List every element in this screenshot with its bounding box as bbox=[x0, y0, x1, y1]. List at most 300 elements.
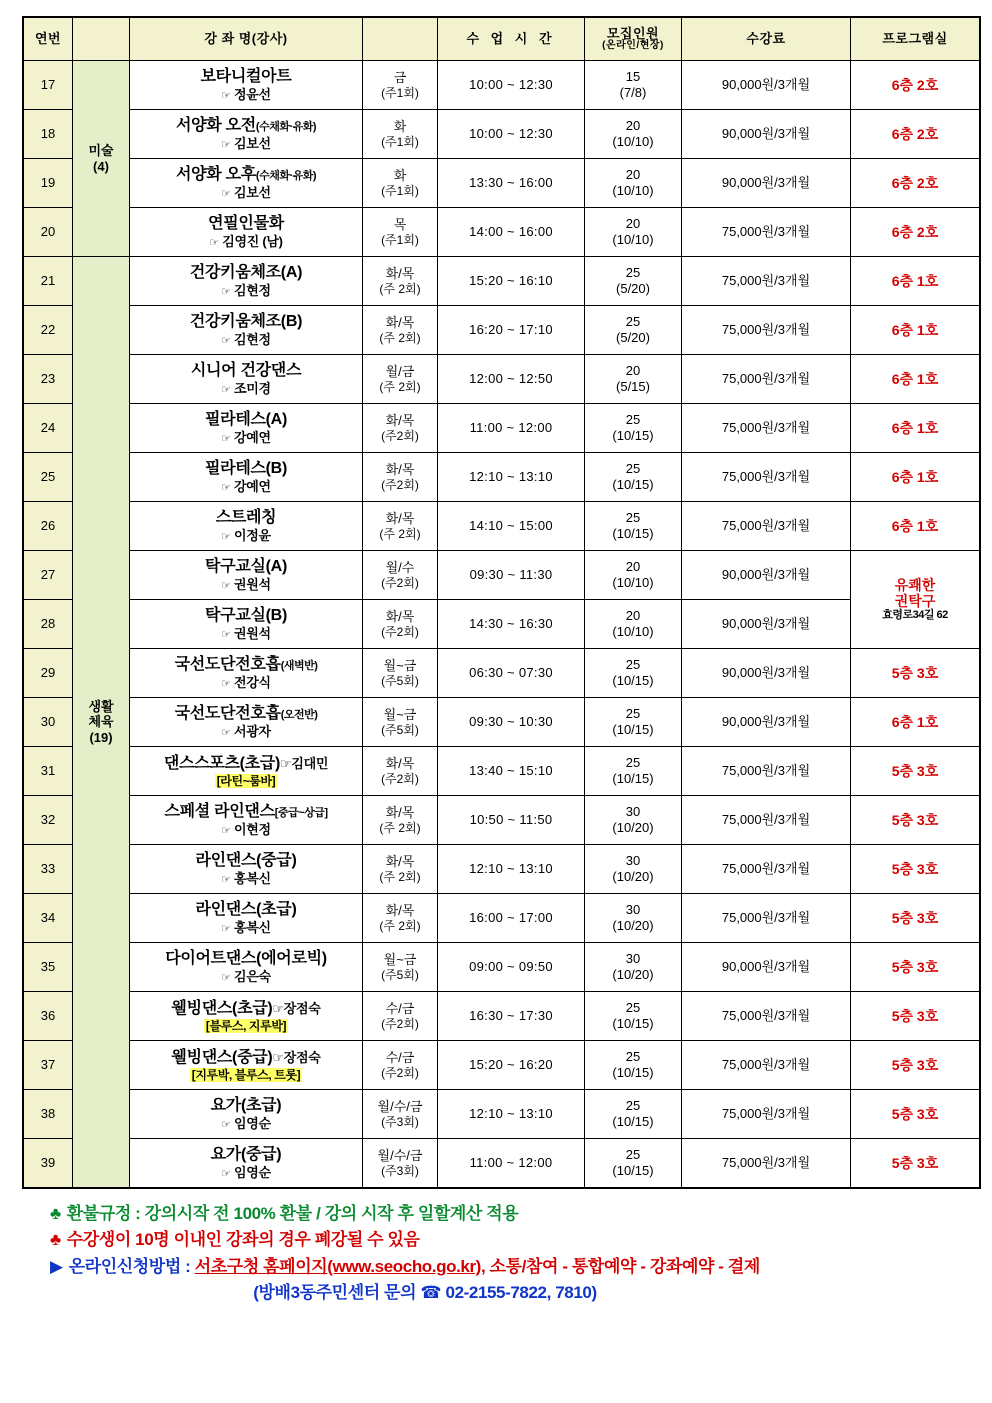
cell-fee: 75,000원/3개월 bbox=[682, 404, 851, 453]
cell-fee: 90,000원/3개월 bbox=[682, 698, 851, 747]
cell-course-name bbox=[130, 992, 363, 1041]
cell-no: 37 bbox=[23, 1041, 73, 1090]
cell-capacity bbox=[585, 404, 682, 453]
cell-room bbox=[851, 502, 981, 551]
cell-room bbox=[851, 61, 981, 110]
days-frequency: (주3회) bbox=[381, 1163, 419, 1178]
course-teacher: ☞ 홍복신 bbox=[221, 920, 271, 935]
cell-room bbox=[851, 796, 981, 845]
cell-course-name bbox=[130, 649, 363, 698]
note-contact bbox=[50, 1280, 970, 1306]
cell-time: 14:30 ~ 16:30 bbox=[438, 600, 585, 649]
cell-fee: 75,000원/3개월 bbox=[682, 894, 851, 943]
table-row bbox=[23, 404, 980, 453]
cell-room bbox=[851, 110, 981, 159]
cell-fee: 75,000원/3개월 bbox=[682, 796, 851, 845]
capacity-breakdown: (10/10) bbox=[612, 183, 654, 198]
cell-days bbox=[363, 1090, 438, 1139]
room-line: 권탁구 bbox=[894, 592, 936, 609]
cell-capacity bbox=[585, 110, 682, 159]
course-tag: [블루스, 지루박] bbox=[205, 1018, 287, 1033]
cell-room bbox=[851, 306, 981, 355]
course-teacher: ☞ 김현정 bbox=[221, 332, 271, 347]
cell-no: 26 bbox=[23, 502, 73, 551]
capacity-breakdown: (5/20) bbox=[616, 281, 650, 296]
notes-section bbox=[22, 1201, 970, 1306]
cell-room bbox=[851, 992, 981, 1041]
days-frequency: (주3회) bbox=[381, 1114, 419, 1129]
cell-capacity bbox=[585, 61, 682, 110]
cell-time: 15:20 ~ 16:20 bbox=[438, 1041, 585, 1090]
table-row bbox=[23, 355, 980, 404]
cell-capacity bbox=[585, 208, 682, 257]
cell-no: 22 bbox=[23, 306, 73, 355]
cell-no: 36 bbox=[23, 992, 73, 1041]
days-frequency: (주2회) bbox=[381, 477, 419, 492]
col-header-capacity bbox=[585, 17, 682, 61]
table-row bbox=[23, 649, 980, 698]
capacity-total: 20 bbox=[625, 118, 641, 134]
cell-no: 35 bbox=[23, 943, 73, 992]
capacity-total: 15 bbox=[625, 69, 641, 85]
col-header-fee: 수강료 bbox=[682, 17, 851, 61]
course-title: 웰빙댄스(중급)☞장점숙 bbox=[171, 1048, 321, 1066]
course-title: 건강키움체조(A) bbox=[189, 263, 303, 281]
days-value: 수/금 bbox=[385, 1001, 415, 1016]
cell-time: 14:10 ~ 15:00 bbox=[438, 502, 585, 551]
cell-fee: 90,000원/3개월 bbox=[682, 159, 851, 208]
days-value: 화/목 bbox=[385, 511, 415, 526]
cell-fee: 75,000원/3개월 bbox=[682, 257, 851, 306]
cell-capacity bbox=[585, 796, 682, 845]
days-frequency: (주 2회) bbox=[379, 820, 421, 835]
table-row bbox=[23, 1090, 980, 1139]
course-teacher: ☞ 김현정 bbox=[221, 283, 271, 298]
table-row bbox=[23, 600, 980, 649]
course-title: 스트레칭 bbox=[215, 508, 277, 526]
cell-time: 09:30 ~ 11:30 bbox=[438, 551, 585, 600]
capacity-breakdown: (10/10) bbox=[612, 134, 654, 149]
room-line: 5층 3호 bbox=[891, 664, 939, 681]
cell-days bbox=[363, 355, 438, 404]
cell-days bbox=[363, 649, 438, 698]
cell-course-name bbox=[130, 208, 363, 257]
col-header-course: 강 좌 명(강사) bbox=[130, 17, 363, 61]
days-frequency: (주 2회) bbox=[379, 379, 421, 394]
days-value: 목 bbox=[393, 217, 407, 232]
cell-time: 16:00 ~ 17:00 bbox=[438, 894, 585, 943]
days-frequency: (주2회) bbox=[381, 771, 419, 786]
cell-capacity bbox=[585, 453, 682, 502]
cell-no: 17 bbox=[23, 61, 73, 110]
course-tag: [라틴~룸바] bbox=[216, 773, 276, 788]
course-teacher: ☞ 임영순 bbox=[221, 1165, 271, 1180]
cell-room bbox=[851, 159, 981, 208]
triangle-right-icon: ▶ bbox=[50, 1256, 63, 1276]
course-title: 요가(중급) bbox=[210, 1145, 282, 1163]
cell-capacity bbox=[585, 159, 682, 208]
clover-icon-2: ♣ bbox=[50, 1230, 61, 1250]
days-frequency: (주2회) bbox=[381, 624, 419, 639]
room-line: 6층 2호 bbox=[891, 76, 939, 93]
days-value: 화/목 bbox=[385, 462, 415, 477]
course-teacher: ☞ 김보선 bbox=[221, 136, 271, 151]
course-teacher: ☞ 권원석 bbox=[221, 577, 271, 592]
table-row bbox=[23, 698, 980, 747]
cell-no: 18 bbox=[23, 110, 73, 159]
course-title: 시니어 건강댄스 bbox=[190, 361, 302, 379]
cell-course-name bbox=[130, 61, 363, 110]
cell-time: 12:10 ~ 13:10 bbox=[438, 1090, 585, 1139]
cell-time: 10:50 ~ 11:50 bbox=[438, 796, 585, 845]
cell-capacity bbox=[585, 698, 682, 747]
capacity-total: 30 bbox=[625, 804, 641, 820]
capacity-breakdown: (10/20) bbox=[612, 820, 654, 835]
course-teacher: ☞ 강예연 bbox=[221, 479, 271, 494]
cell-capacity bbox=[585, 943, 682, 992]
cell-time: 12:10 ~ 13:10 bbox=[438, 845, 585, 894]
cell-room bbox=[851, 698, 981, 747]
days-value: 화/목 bbox=[385, 609, 415, 624]
cell-time: 09:00 ~ 09:50 bbox=[438, 943, 585, 992]
table-row bbox=[23, 943, 980, 992]
cell-fee: 75,000원/3개월 bbox=[682, 502, 851, 551]
cell-days bbox=[363, 943, 438, 992]
capacity-breakdown: (10/15) bbox=[612, 1016, 654, 1031]
days-value: 월/수 bbox=[385, 560, 415, 575]
cell-capacity bbox=[585, 1139, 682, 1189]
capacity-total: 25 bbox=[625, 1000, 641, 1016]
days-value: 월~금 bbox=[383, 658, 417, 673]
days-frequency: (주2회) bbox=[381, 1016, 419, 1031]
cell-fee: 90,000원/3개월 bbox=[682, 61, 851, 110]
cell-course-name bbox=[130, 1090, 363, 1139]
course-tag: [지루박, 블루스, 트롯] bbox=[191, 1067, 301, 1082]
cell-fee: 90,000원/3개월 bbox=[682, 600, 851, 649]
col-header-no: 연번 bbox=[23, 17, 73, 61]
col-header-capacity-main: 모집인원 bbox=[606, 26, 660, 42]
cell-time: 14:00 ~ 16:00 bbox=[438, 208, 585, 257]
course-teacher: ☞ 정윤선 bbox=[221, 87, 271, 102]
days-frequency: (주5회) bbox=[381, 722, 419, 737]
table-row bbox=[23, 306, 980, 355]
cell-capacity bbox=[585, 355, 682, 404]
table-row bbox=[23, 257, 980, 306]
cell-fee: 75,000원/3개월 bbox=[682, 1139, 851, 1189]
days-value: 월/수/금 bbox=[377, 1099, 423, 1114]
cell-time: 16:30 ~ 17:30 bbox=[438, 992, 585, 1041]
capacity-breakdown: (10/20) bbox=[612, 967, 654, 982]
course-schedule-table bbox=[22, 16, 981, 1189]
room-line: 유쾌한 bbox=[894, 576, 936, 593]
capacity-total: 25 bbox=[625, 1098, 641, 1114]
course-title: 탁구교실(B) bbox=[205, 606, 287, 624]
capacity-breakdown: (10/20) bbox=[612, 918, 654, 933]
course-title: 서양화 오후(수채화·유화) bbox=[175, 165, 317, 183]
days-frequency: (주 2회) bbox=[379, 330, 421, 345]
clover-icon-1: ♣ bbox=[50, 1204, 61, 1223]
days-frequency: (주1회) bbox=[381, 232, 419, 247]
room-line: 6층 1호 bbox=[891, 517, 939, 534]
cell-room bbox=[851, 1139, 981, 1189]
room-line: 5층 3호 bbox=[891, 1105, 939, 1122]
cell-course-name bbox=[130, 894, 363, 943]
cell-days bbox=[363, 600, 438, 649]
capacity-total: 30 bbox=[625, 951, 641, 967]
table-row bbox=[23, 502, 980, 551]
cell-capacity bbox=[585, 992, 682, 1041]
cell-fee: 75,000원/3개월 bbox=[682, 992, 851, 1041]
col-header-capacity-sub: (온라인/현장) bbox=[602, 39, 664, 51]
cell-time: 16:20 ~ 17:10 bbox=[438, 306, 585, 355]
cell-days bbox=[363, 992, 438, 1041]
capacity-total: 30 bbox=[625, 902, 641, 918]
cell-time: 15:20 ~ 16:10 bbox=[438, 257, 585, 306]
capacity-breakdown: (10/15) bbox=[612, 428, 654, 443]
cell-capacity bbox=[585, 1041, 682, 1090]
table-row bbox=[23, 159, 980, 208]
cell-room bbox=[851, 551, 981, 649]
note-refund-text: 환불규정 : 강의시작 전 100% 환불 / 강의 시작 후 일할계산 적용 bbox=[66, 1204, 519, 1223]
cell-time: 12:00 ~ 12:50 bbox=[438, 355, 585, 404]
cell-days bbox=[363, 110, 438, 159]
course-teacher: ☞ 이정윤 bbox=[221, 528, 271, 543]
cell-room bbox=[851, 943, 981, 992]
days-value: 월/수/금 bbox=[377, 1148, 423, 1163]
cell-time: 06:30 ~ 07:30 bbox=[438, 649, 585, 698]
days-value: 월~금 bbox=[383, 952, 417, 967]
course-title: 국선도단전호흡(오전반) bbox=[174, 704, 318, 722]
cell-no: 21 bbox=[23, 257, 73, 306]
note-refund bbox=[50, 1201, 970, 1227]
note-cancellation bbox=[50, 1227, 970, 1253]
cell-capacity bbox=[585, 894, 682, 943]
cell-days bbox=[363, 845, 438, 894]
col-header-category bbox=[73, 17, 130, 61]
cell-fee: 90,000원/3개월 bbox=[682, 110, 851, 159]
capacity-total: 25 bbox=[625, 706, 641, 722]
cell-no: 31 bbox=[23, 747, 73, 796]
capacity-total: 25 bbox=[625, 1147, 641, 1163]
cell-time: 10:00 ~ 12:30 bbox=[438, 110, 585, 159]
capacity-breakdown: (10/15) bbox=[612, 722, 654, 737]
course-teacher: ☞ 권원석 bbox=[221, 626, 271, 641]
days-frequency: (주2회) bbox=[381, 428, 419, 443]
days-frequency: (주2회) bbox=[381, 575, 419, 590]
cell-course-name bbox=[130, 796, 363, 845]
cell-course-name bbox=[130, 943, 363, 992]
days-frequency: (주 2회) bbox=[379, 869, 421, 884]
room-address: 효령로34길 62 bbox=[882, 609, 948, 621]
cell-course-name bbox=[130, 1041, 363, 1090]
cell-fee: 75,000원/3개월 bbox=[682, 747, 851, 796]
capacity-total: 30 bbox=[625, 853, 641, 869]
course-title: 댄스스포츠(초급)☞김대민 bbox=[163, 754, 329, 772]
cell-course-name bbox=[130, 747, 363, 796]
days-frequency: (주5회) bbox=[381, 673, 419, 688]
cell-course-name bbox=[130, 502, 363, 551]
cell-time: 13:30 ~ 16:00 bbox=[438, 159, 585, 208]
cell-no: 23 bbox=[23, 355, 73, 404]
cell-time: 09:30 ~ 10:30 bbox=[438, 698, 585, 747]
table-row bbox=[23, 992, 980, 1041]
cell-no: 25 bbox=[23, 453, 73, 502]
cell-course-name bbox=[130, 453, 363, 502]
room-line: 6층 1호 bbox=[891, 370, 939, 387]
cell-course-name bbox=[130, 257, 363, 306]
cell-days bbox=[363, 502, 438, 551]
cell-course-name bbox=[130, 600, 363, 649]
course-teacher: ☞ 김영진 (남) bbox=[209, 234, 283, 249]
days-value: 화/목 bbox=[385, 756, 415, 771]
cell-days bbox=[363, 257, 438, 306]
room-line: 6층 2호 bbox=[891, 174, 939, 191]
cell-capacity bbox=[585, 649, 682, 698]
cell-category: 생활 체육 (19) bbox=[73, 257, 130, 1189]
cell-fee: 75,000원/3개월 bbox=[682, 208, 851, 257]
course-title: 스페셜 라인댄스[중급~상급] bbox=[164, 802, 328, 820]
cell-room bbox=[851, 453, 981, 502]
table-row bbox=[23, 1041, 980, 1090]
cell-category: 미술 (4) bbox=[73, 61, 130, 257]
days-value: 화 bbox=[393, 119, 407, 134]
days-frequency: (주1회) bbox=[381, 85, 419, 100]
course-teacher: ☞ 이현정 bbox=[221, 822, 271, 837]
days-frequency: (주2회) bbox=[381, 1065, 419, 1080]
cell-room bbox=[851, 208, 981, 257]
capacity-breakdown: (10/15) bbox=[612, 1163, 654, 1178]
capacity-breakdown: (10/20) bbox=[612, 869, 654, 884]
cell-room bbox=[851, 894, 981, 943]
room-line: 6층 1호 bbox=[891, 468, 939, 485]
capacity-breakdown: (10/15) bbox=[612, 673, 654, 688]
capacity-breakdown: (5/15) bbox=[616, 379, 650, 394]
room-line: 5층 3호 bbox=[891, 762, 939, 779]
days-frequency: (주 2회) bbox=[379, 526, 421, 541]
cell-no: 34 bbox=[23, 894, 73, 943]
table-row bbox=[23, 208, 980, 257]
capacity-breakdown: (10/10) bbox=[612, 624, 654, 639]
capacity-breakdown: (10/15) bbox=[612, 477, 654, 492]
cell-capacity bbox=[585, 747, 682, 796]
cell-time: 11:00 ~ 12:00 bbox=[438, 1139, 585, 1189]
room-line: 5층 3호 bbox=[891, 1056, 939, 1073]
cell-no: 29 bbox=[23, 649, 73, 698]
cell-time: 10:00 ~ 12:30 bbox=[438, 61, 585, 110]
days-frequency: (주5회) bbox=[381, 967, 419, 982]
cell-fee: 75,000원/3개월 bbox=[682, 1090, 851, 1139]
header-row bbox=[23, 17, 980, 61]
days-value: 화/목 bbox=[385, 413, 415, 428]
course-title: 웰빙댄스(초급)☞장점숙 bbox=[171, 999, 321, 1017]
room-line: 5층 3호 bbox=[891, 909, 939, 926]
days-value: 화/목 bbox=[385, 315, 415, 330]
course-teacher: ☞ 임영순 bbox=[221, 1116, 271, 1131]
table-row bbox=[23, 453, 980, 502]
cell-no: 32 bbox=[23, 796, 73, 845]
cell-time: 12:10 ~ 13:10 bbox=[438, 453, 585, 502]
capacity-total: 20 bbox=[625, 608, 641, 624]
note-online-apply-path: , 소통/참여 - 통합예약 - 강좌예약 - 결제 bbox=[480, 1256, 760, 1276]
cell-room bbox=[851, 355, 981, 404]
capacity-total: 20 bbox=[625, 167, 641, 183]
table-header bbox=[23, 17, 980, 61]
cell-no: 33 bbox=[23, 845, 73, 894]
cell-course-name bbox=[130, 698, 363, 747]
cell-no: 19 bbox=[23, 159, 73, 208]
room-line: 5층 3호 bbox=[891, 1007, 939, 1024]
course-teacher: ☞ 강예연 bbox=[221, 430, 271, 445]
cell-time: 11:00 ~ 12:00 bbox=[438, 404, 585, 453]
cell-days bbox=[363, 1041, 438, 1090]
cell-days bbox=[363, 208, 438, 257]
note-online-apply-label: 온라인신청방법 : bbox=[68, 1256, 195, 1276]
course-title: 필라테스(B) bbox=[205, 459, 287, 477]
course-teacher: ☞ 홍복신 bbox=[221, 871, 271, 886]
course-title: 라인댄스(초급) bbox=[195, 900, 297, 918]
cell-fee: 75,000원/3개월 bbox=[682, 1041, 851, 1090]
note-contact-text: (방배3동주민센터 문의 ☎ 02-2155-7822, 7810) bbox=[253, 1283, 597, 1303]
note-online-apply bbox=[50, 1254, 970, 1280]
table-row bbox=[23, 61, 980, 110]
cell-capacity bbox=[585, 502, 682, 551]
cell-no: 30 bbox=[23, 698, 73, 747]
days-value: 수/금 bbox=[385, 1050, 415, 1065]
course-title: 건강키움체조(B) bbox=[189, 312, 303, 330]
cell-no: 20 bbox=[23, 208, 73, 257]
capacity-breakdown: (10/15) bbox=[612, 1114, 654, 1129]
course-teacher: ☞ 조미경 bbox=[221, 381, 271, 396]
capacity-breakdown: (10/10) bbox=[612, 232, 654, 247]
course-teacher: ☞ 김은숙 bbox=[221, 969, 271, 984]
days-value: 화/목 bbox=[385, 854, 415, 869]
col-header-day bbox=[363, 17, 438, 61]
room-line: 6층 2호 bbox=[891, 125, 939, 142]
table-row bbox=[23, 796, 980, 845]
room-line: 6층 1호 bbox=[891, 419, 939, 436]
cell-fee: 90,000원/3개월 bbox=[682, 551, 851, 600]
days-value: 화 bbox=[393, 168, 407, 183]
cell-no: 28 bbox=[23, 600, 73, 649]
table-row bbox=[23, 747, 980, 796]
course-title: 라인댄스(중급) bbox=[195, 851, 297, 869]
course-title: 보타니컬아트 bbox=[200, 67, 292, 85]
days-value: 금 bbox=[393, 70, 407, 85]
cell-room bbox=[851, 747, 981, 796]
cell-course-name bbox=[130, 159, 363, 208]
cell-course-name bbox=[130, 551, 363, 600]
capacity-breakdown: (7/8) bbox=[619, 85, 647, 100]
days-value: 월~금 bbox=[383, 707, 417, 722]
cell-no: 24 bbox=[23, 404, 73, 453]
cell-course-name bbox=[130, 404, 363, 453]
cell-room bbox=[851, 257, 981, 306]
table-row bbox=[23, 1139, 980, 1189]
cell-course-name bbox=[130, 845, 363, 894]
course-title: 연필인물화 bbox=[208, 214, 284, 232]
room-line: 6층 1호 bbox=[891, 272, 939, 289]
note-cancellation-text: 수강생이 10명 이내인 강좌의 경우 폐강될 수 있음 bbox=[66, 1230, 420, 1250]
capacity-total: 25 bbox=[625, 412, 641, 428]
capacity-total: 25 bbox=[625, 314, 641, 330]
cell-fee: 90,000원/3개월 bbox=[682, 649, 851, 698]
capacity-total: 20 bbox=[625, 216, 641, 232]
seocho-homepage-link[interactable]: 서초구청 홈페이지(www.seocho.go.kr) bbox=[194, 1256, 481, 1276]
cell-fee: 75,000원/3개월 bbox=[682, 845, 851, 894]
cell-fee: 75,000원/3개월 bbox=[682, 453, 851, 502]
cell-room bbox=[851, 404, 981, 453]
cell-room bbox=[851, 845, 981, 894]
